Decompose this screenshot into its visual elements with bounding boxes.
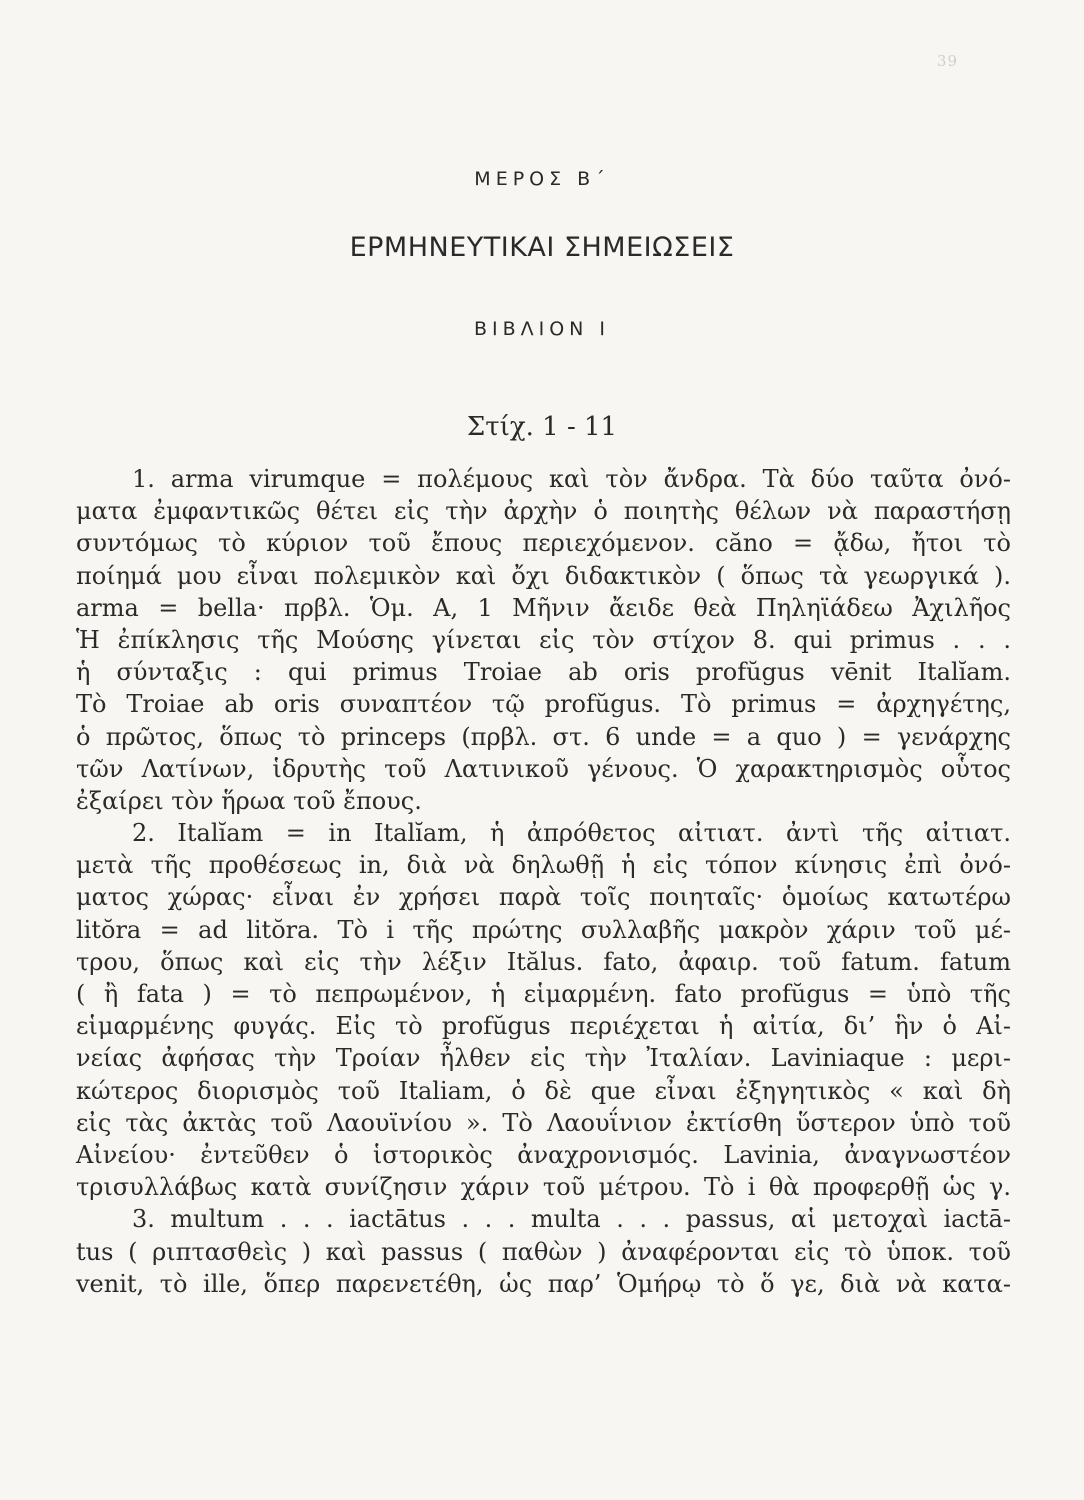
text-line: ( ἢ fata ) = τὸ πεπρωμένον, ἡ εἱμαρμένη. fato profŭgus = ὑπὸ τῆς — [76, 980, 1011, 1008]
text-line: ἡ σύνταξις : qui primus Troiae ab oris profŭgus vēnit Italĭam. — [76, 658, 1011, 687]
text-line: Ἡ ἐπίκλησις τῆς Μούσης γίνεται εἰς τὸν στίχον 8. qui primus . . . — [76, 625, 1011, 654]
page-number: 39 — [936, 52, 958, 70]
section-title: ΕΡΜΗΝΕΥΤΙΚΑΙ ΣΗΜΕΙΩΣΕΙΣ — [349, 232, 735, 263]
text-line: venit, τὸ ille, ὅπερ παρενετέθη, ὡς παρ’ Ὁμήρῳ τὸ ὅ γε, διὰ νὰ κατα- — [76, 1269, 1011, 1298]
text-line: 1. arma virumque = πολέμους καὶ τὸν ἄνδρα. Τὰ δύο ταῦτα ὀνό- — [132, 465, 1011, 493]
text-line: 2. Italĭam = in Italĭam, ἡ ἀπρόθετος αἰτιατ. ἀντὶ τῆς αἰτιατ. — [132, 819, 1011, 848]
commentary-body — [76, 463, 1011, 1300]
text-line: tus ( ριπτασθεὶς ) καὶ passus ( παθὼν ) ἀναφέρονται εἰς τὸ ὑποκ. τοῦ — [76, 1237, 1011, 1266]
text-line: arma = bella· πρβλ. Ὁμ. Α, 1 Μῆνιν ἄειδε θεὰ Πηληϊάδεω Ἀχιλῆος — [76, 593, 1011, 622]
text-line: Τὸ Troiae ab oris συναπτέον τῷ profŭgus. Τὸ primus = ἀρχηγέτης, — [76, 690, 1011, 719]
text-line: κώτερος διορισμὸς τοῦ Italiam, ὁ δὲ que εἶναι ἐξηγητικὸς « καὶ δὴ — [76, 1076, 1011, 1105]
text-line: τρου, ὅπως καὶ εἰς τὴν λέξιν Itălus. fato, ἀφαιρ. τοῦ fatum. fatum — [76, 947, 1011, 976]
text-line: συντόμως τὸ κύριον τοῦ ἔπους περιεχόμενον. căno = ᾄδω, ἤτοι τὸ — [76, 529, 1011, 558]
text-line: μετὰ τῆς προθέσεως in, διὰ νὰ δηλωθῇ ἡ εἰς τόπον κίνησις ἐπὶ ὀνό- — [76, 851, 1011, 880]
text-line: ἐξαίρει τὸν ἥρωα τοῦ ἔπους. — [76, 786, 422, 815]
lines-title: Στίχ. 1 - 11 — [466, 412, 618, 442]
text-line: εἱμαρμένης φυγάς. Εἰς τὸ profŭgus περιέχεται ἡ αἰτία, δι’ ἣν ὁ Αἰ- — [76, 1012, 1011, 1041]
text-line: ὁ πρῶτος, ὅπως τὸ princeps (πρβλ. στ. 6 unde = a quo ) = γενάρχης — [76, 722, 1011, 751]
text-line: τρισυλλάβως κατὰ συνίζησιν χάριν τοῦ μέτρου. Τὸ i θὰ προφερθῇ ὡς γ. — [76, 1173, 1011, 1202]
text-line: ματα ἐμφαντικῶς θέτει εἰς τὴν ἀρχὴν ὁ ποιητὴς θέλων νὰ παραστήσῃ — [76, 497, 1011, 526]
text-line: νείας ἀφήσας τὴν Τροίαν ἦλθεν εἰς τὴν Ἰταλίαν. Laviniaque : μερι- — [76, 1044, 1011, 1073]
text-line: Αἰνείου· ἐντεῦθεν ὁ ἱστορικὸς ἀναχρονισμός. Lavinia, ἀναγνωστέον — [76, 1140, 1011, 1169]
text-line: τῶν Λατίνων, ἱδρυτὴς τοῦ Λατινικοῦ γένους. Ὁ χαρακτηρισμὸς οὗτος — [76, 754, 1011, 783]
text-line: εἰς τὰς ἀκτὰς τοῦ Λαουϊνίου ». Τὸ Λαουΐνιον ἐκτίσθη ὕστερον ὑπὸ τοῦ — [76, 1108, 1011, 1137]
text-line: ματος χώρας· εἶναι ἐν χρήσει παρὰ τοῖς ποιηταῖς· ὁμοίως κατωτέρω — [76, 883, 1011, 912]
text-line: 3. multum . . . iactātus . . . multa . . . passus, αἱ μετοχαὶ iactā- — [132, 1205, 1011, 1234]
book-title: ΒΙΒΛΙΟΝ Ι — [473, 318, 611, 340]
text-line: litŏra = ad litŏra. Τὸ i τῆς πρώτης συλλαβῆς μακρὸν χάριν τοῦ μέ- — [76, 915, 1011, 944]
text-line: ποίημά μου εἶναι πολεμικὸν καὶ ὄχι διδακτικὸν ( ὅπως τὰ γεωργικά ). — [76, 561, 1011, 590]
part-title: ΜΕΡΟΣ Β΄ — [474, 168, 610, 190]
